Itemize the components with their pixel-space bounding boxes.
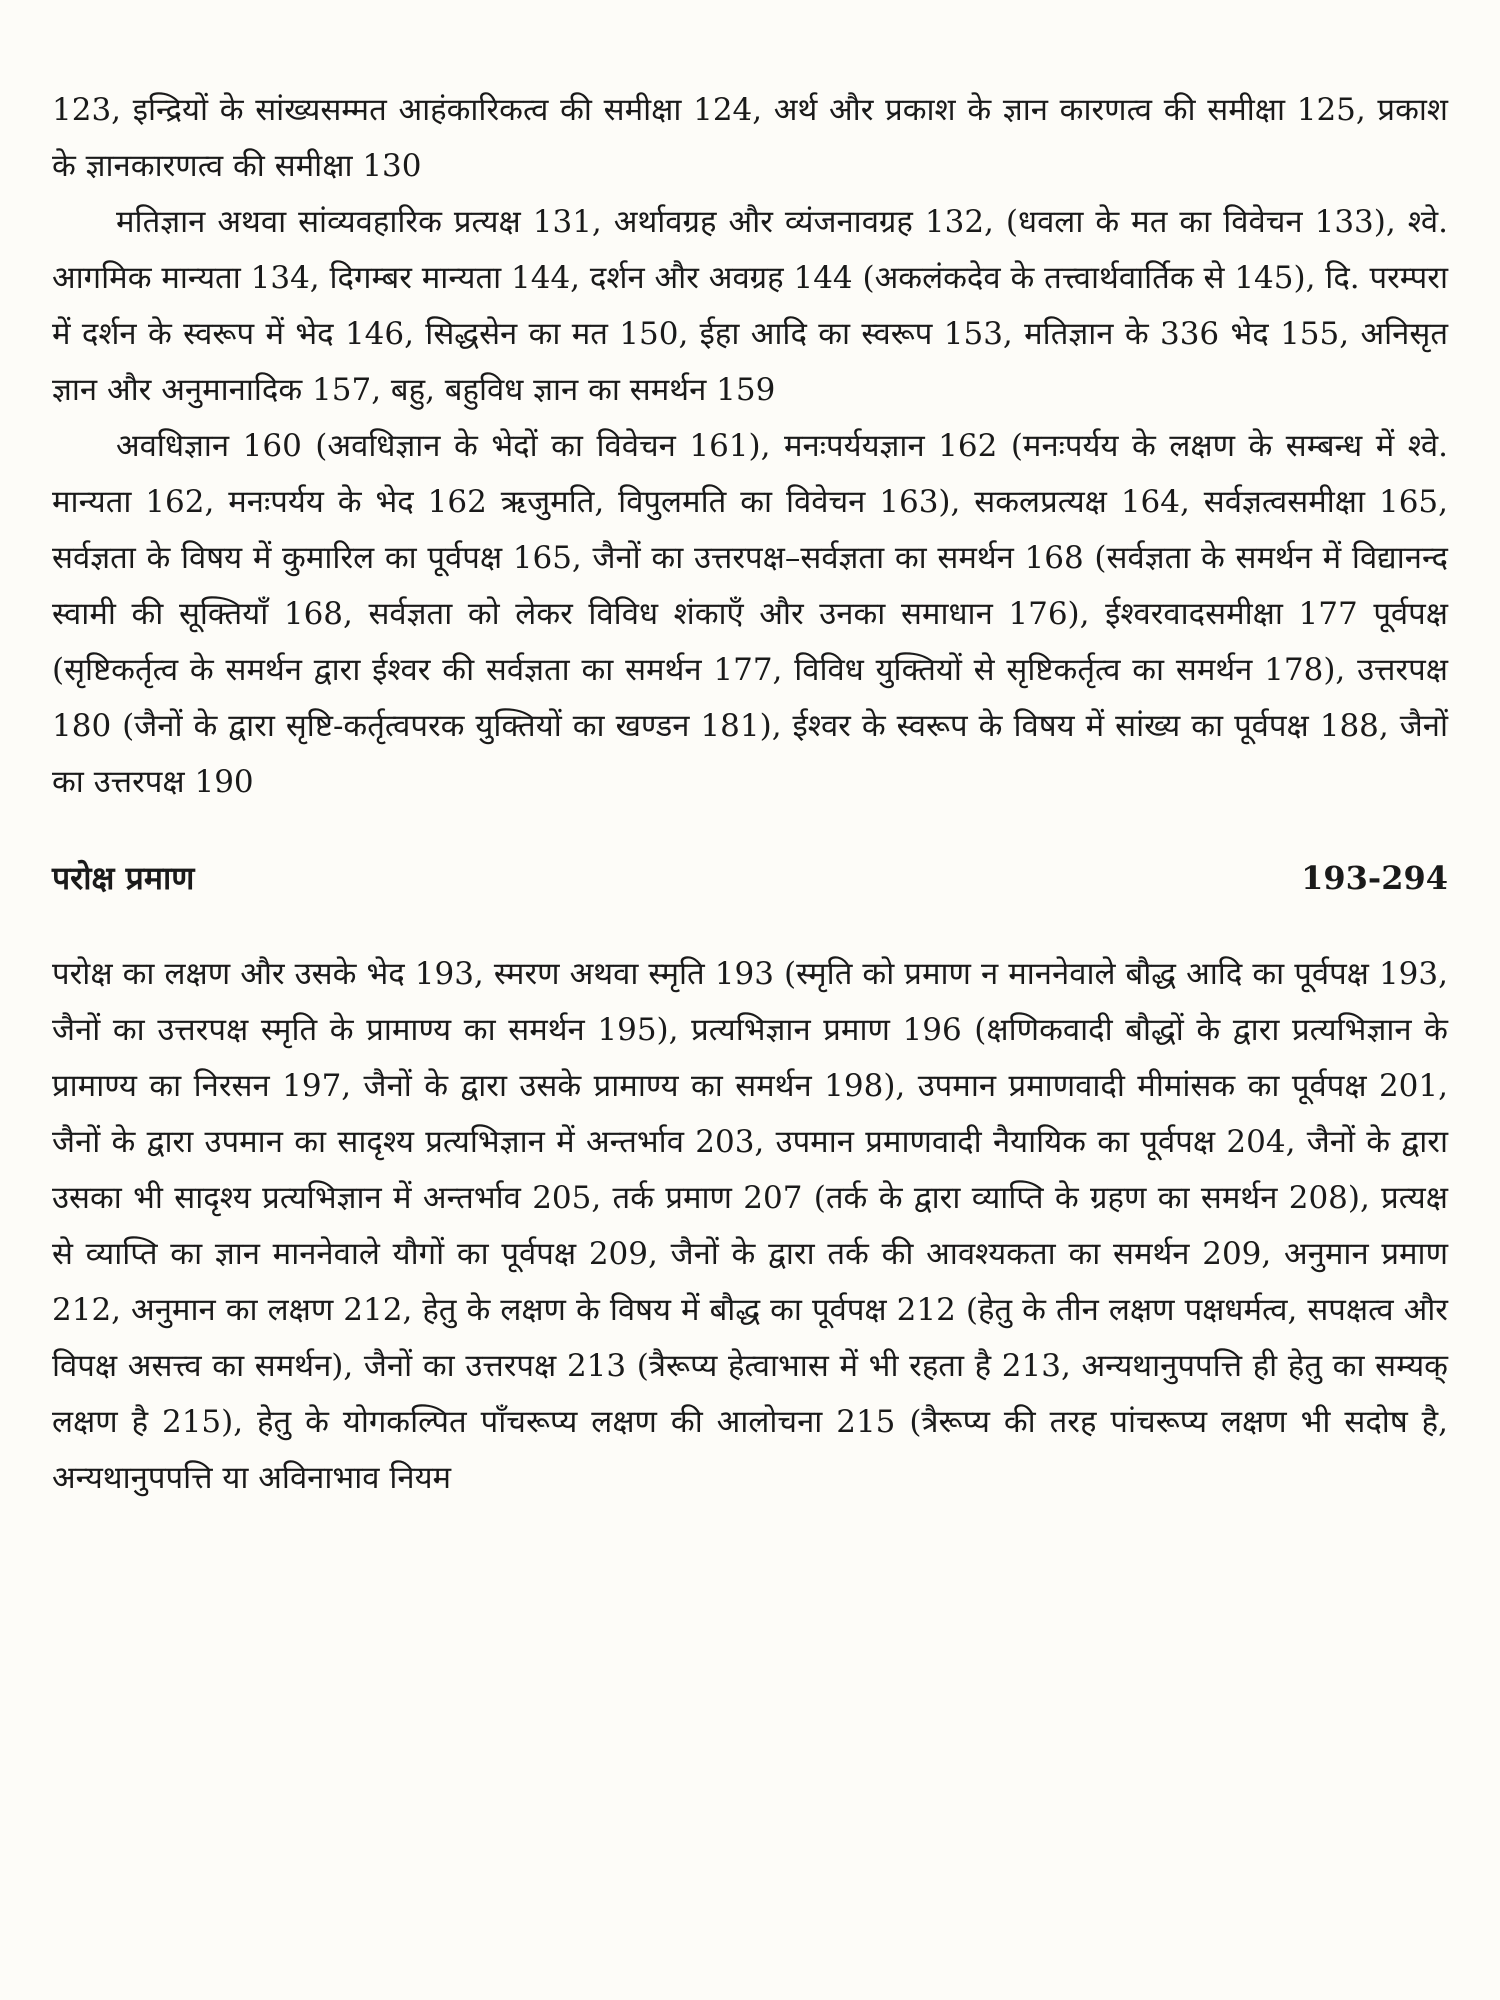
section-title: परोक्ष प्रमाण xyxy=(52,859,195,897)
section-heading xyxy=(52,850,1448,906)
paragraph-avadhijnana: अवधिज्ञान 160 (अवधिज्ञान के भेदों का विवेचन 161), मनःपर्ययज्ञान 162 (मनःपर्यय के लक्षण के सम्बन्ध में श्वे. मान्यता 162, मनःपर्यय के भेद 162 ऋजुमति, विपुलमति का विवेचन 163), सकलप्रत्यक्ष 164, सर्वज्ञत्वसमीक्षा 165, सर्वज्ञता के विषय में कुमारिल का पूर्वपक्ष 165, जैनों का उत्तरपक्ष–सर्वज्ञता का समर्थन 168 (सर्वज्ञता के समर्थन में विद्यानन्द स्वामी की सूक्तियाँ 168, सर्वज्ञता को लेकर विविध शंकाएँ और उनका समाधान 176), ईश्वरवादसमीक्षा 177 पूर्वपक्ष (सृष्टिकर्तृत्व के समर्थन द्वारा ईश्वर की सर्वज्ञता का समर्थन 177, विविध युक्तियों से सृष्टिकर्तृत्व का समर्थन 178), उत्तरपक्ष 180 (जैनों के द्वारा सृष्टि-कर्तृत्वपरक युक्तियों का खण्डन 181), ईश्वर के स्वरूप के विषय में सांख्य का पूर्वपक्ष 188, जैनों का उत्तरपक्ष 190 xyxy=(52,428,1448,800)
paragraph-continuation: 123, इन्द्रियों के सांख्यसम्मत आहंकारिकत्व की समीक्षा 124, अर्थ और प्रकाश के ज्ञान कारणत्व की समीक्षा 125, प्रकाश के ज्ञानकारणत्व की समीक्षा 130 xyxy=(52,92,1448,184)
section-page-range: 193-294 xyxy=(1301,859,1448,897)
paragraph-paroksha: परोक्ष का लक्षण और उसके भेद 193, स्मरण अथवा स्मृति 193 (स्मृति को प्रमाण न माननेवाले बौद्ध आदि का पूर्वपक्ष 193, जैनों का उत्तरपक्ष स्मृति के प्रामाण्य का समर्थन 195), प्रत्यभिज्ञान प्रमाण 196 (क्षणिकवादी बौद्धों के द्वारा प्रत्यभिज्ञान के प्रामाण्य का निरसन 197, जैनों के द्वारा उसके प्रामाण्य का समर्थन 198), उपमान प्रमाणवादी मीमांसक का पूर्वपक्ष 201, जैनों के द्वारा उपमान का सादृश्य प्रत्यभिज्ञान में अन्तर्भाव 203, उपमान प्रमाणवादी नैयायिक का पूर्वपक्ष 204, जैनों के द्वारा उसका भी सादृश्य प्रत्यभिज्ञान में अन्तर्भाव 205, तर्क प्रमाण 207 (तर्क के द्वारा व्याप्ति के ग्रहण का समर्थन 208), प्रत्यक्ष से व्याप्ति का ज्ञान माननेवाले यौगों का पूर्वपक्ष 209, जैनों के द्वारा तर्क की आवश्यकता का समर्थन 209, अनुमान प्रमाण 212, अनुमान का लक्षण 212, हेतु के लक्षण के विषय में बौद्ध का पूर्वपक्ष 212 (हेतु के तीन लक्षण पक्षधर्मत्व, सपक्षत्व और विपक्ष असत्त्व का समर्थन), जैनों का उत्तरपक्ष 213 (त्रैरूप्य हेत्वाभास में भी रहता है 213, अन्यथानुपपत्ति ही हेतु का सम्यक् लक्षण है 215), हेतु के योगकल्पित पाँचरूप्य लक्षण की आलोचना 215 (त्रैरूप्य की तरह पांचरूप्य लक्षण भी सदोष है, अन्यथानुपपत्ति या अविनाभाव नियम xyxy=(52,956,1448,1496)
paragraph-matijnana: मतिज्ञान अथवा सांव्यवहारिक प्रत्यक्ष 131, अर्थावग्रह और व्यंजनावग्रह 132, (धवला के मत का विवेचन 133), श्वे. आगमिक मान्यता 134, दिगम्बर मान्यता 144, दर्शन और अवग्रह 144 (अकलंकदेव के तत्त्वार्थवार्तिक से 145), दि. परम्परा में दर्शन के स्वरूप में भेद 146, सिद्धसेन का मत 150, ईहा आदि का स्वरूप 153, मतिज्ञान के 336 भेद 155, अनिसृत ज्ञान और अनुमानादिक 157, बहु, बहुविध ज्ञान का समर्थन 159 xyxy=(52,204,1448,408)
